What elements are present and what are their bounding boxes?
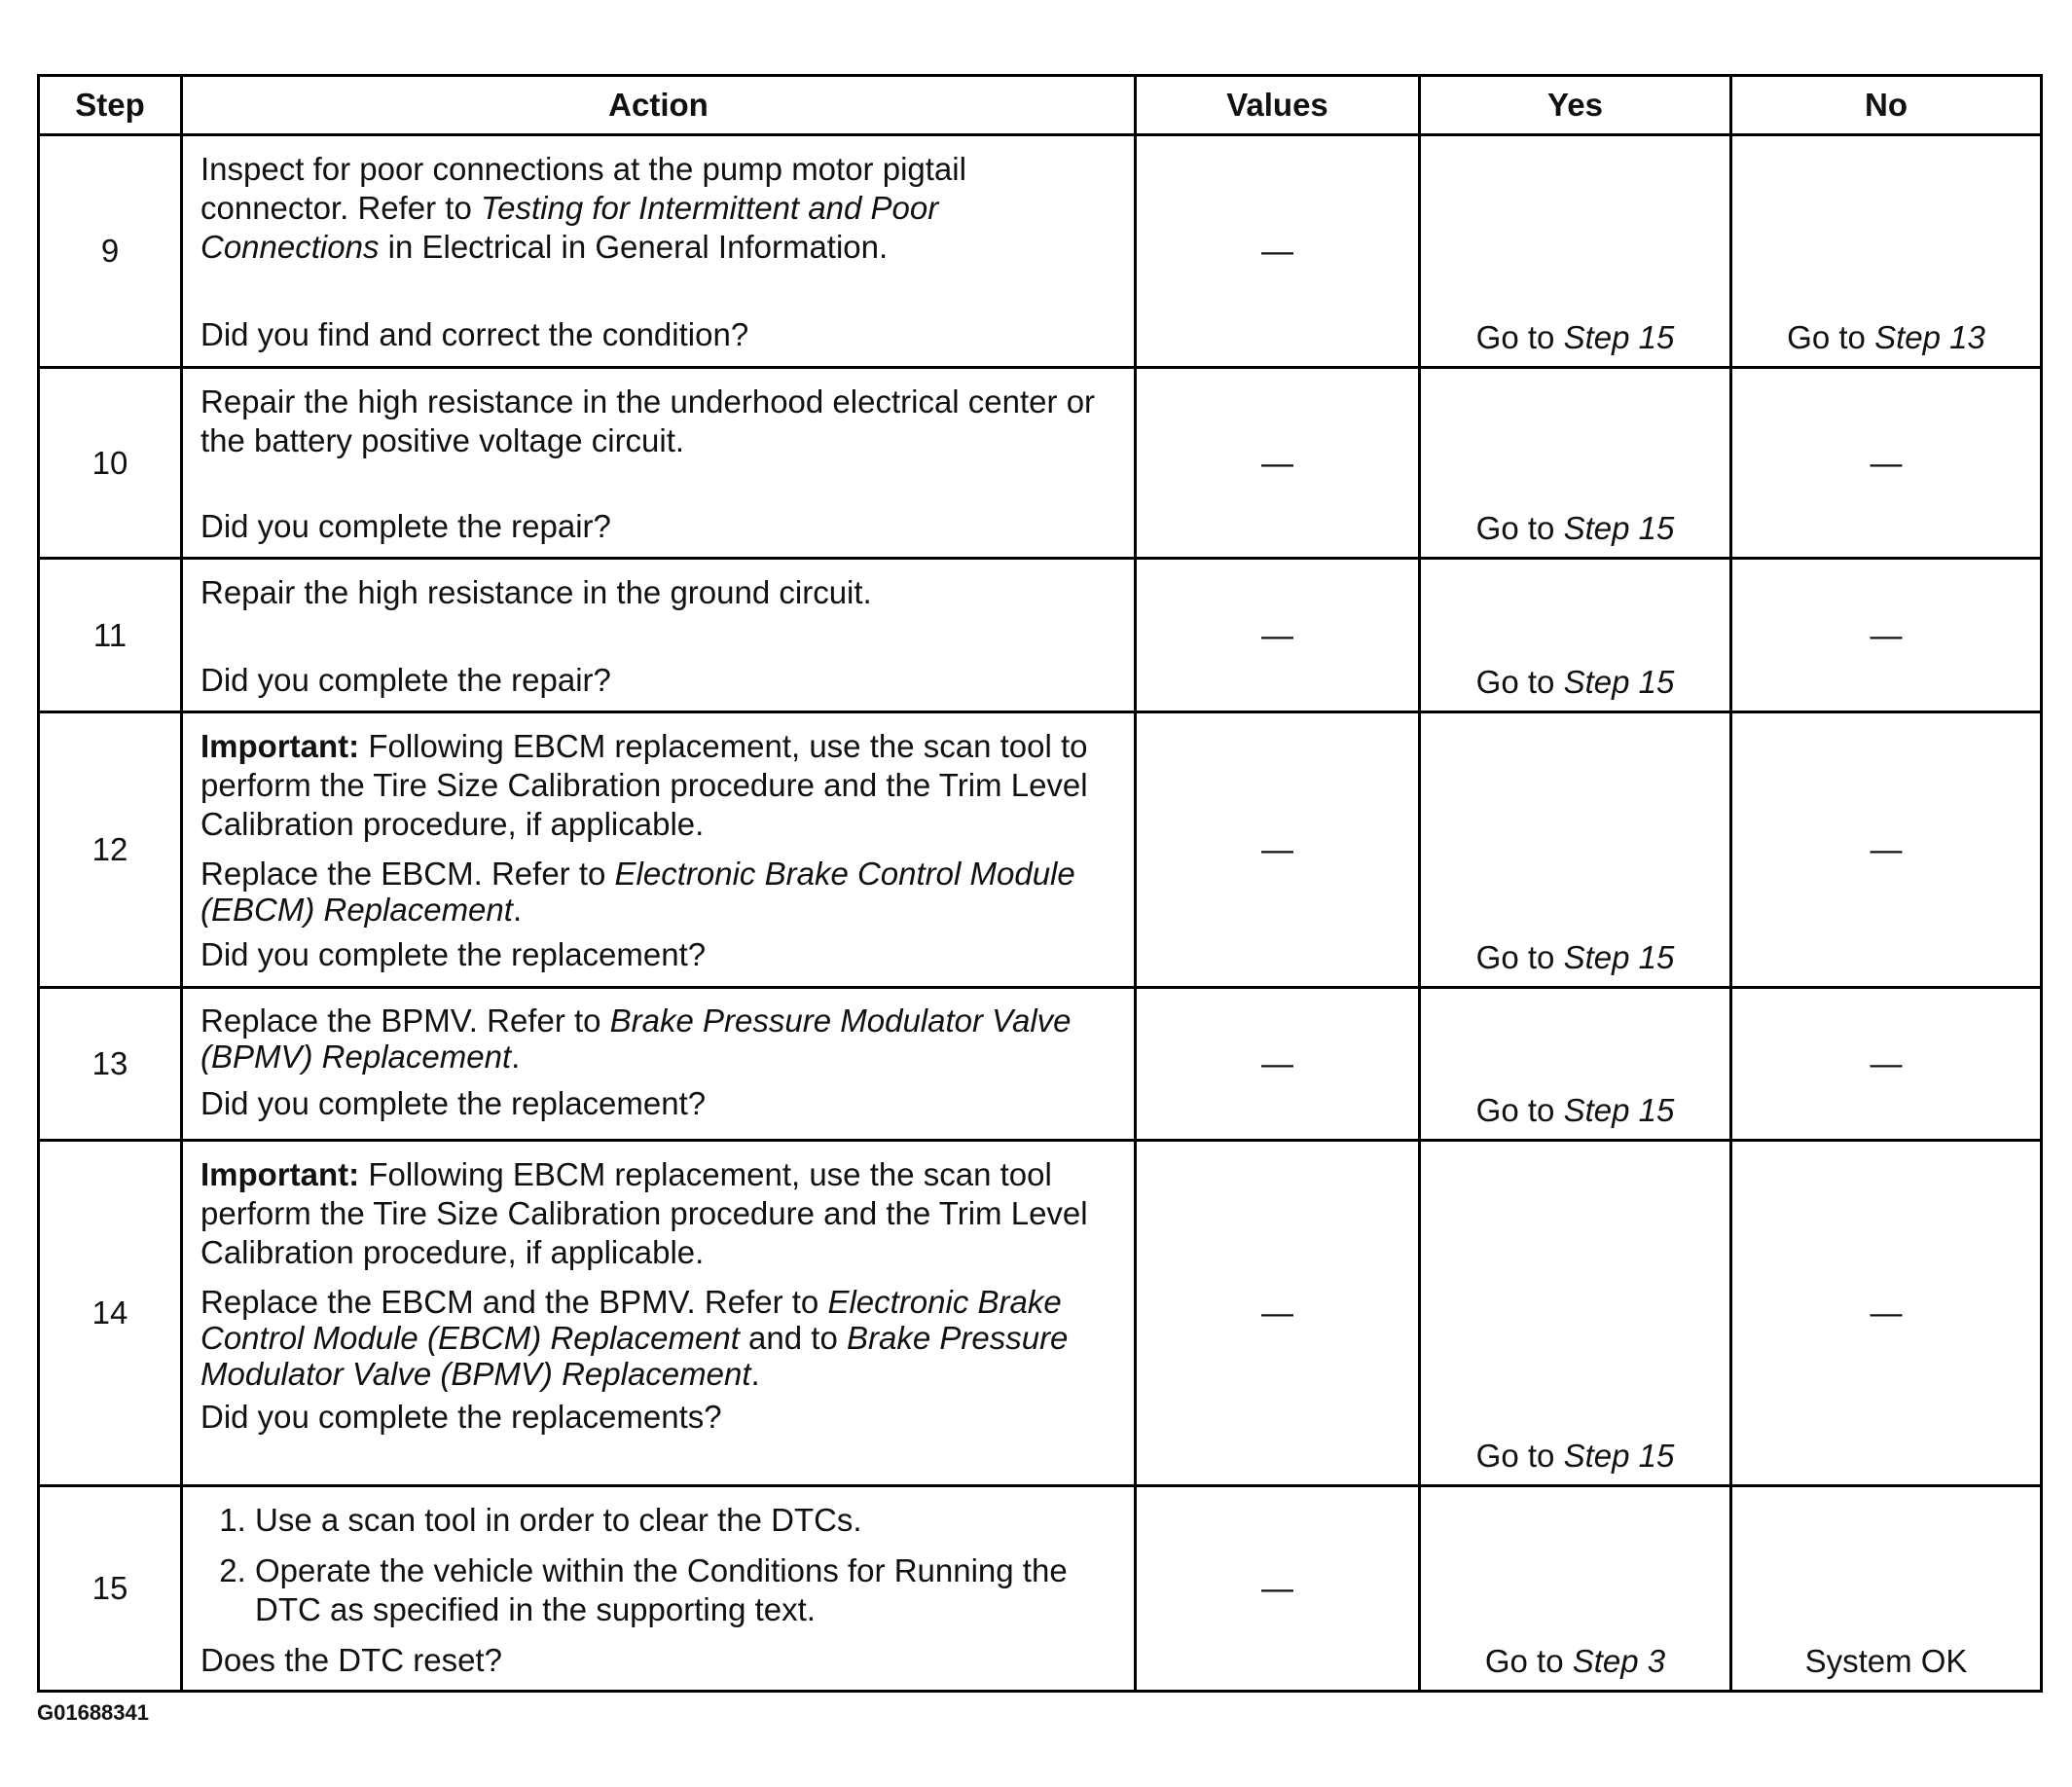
action-question: Did you complete the replacement?: [200, 1085, 707, 1121]
list-item: 1. Use a scan tool in order to clear the DTCs.: [255, 1501, 1116, 1540]
step-number: 14: [39, 1141, 182, 1486]
action-question: Does the DTC reset?: [200, 1642, 502, 1678]
values-cell: —: [1136, 368, 1420, 559]
yes-cell: Go to Step 15: [1420, 988, 1731, 1141]
action-question: Did you complete the repair?: [200, 662, 611, 698]
header-values: Values: [1136, 76, 1420, 135]
values-cell: —: [1136, 712, 1420, 988]
table-row: [39, 1141, 2042, 1486]
no-cell: —: [1731, 712, 2042, 988]
yes-cell: Go to Step 15: [1420, 559, 1731, 712]
step-number: 15: [39, 1486, 182, 1692]
no-cell: System OK: [1731, 1486, 2042, 1692]
yes-cell: Go to Step 15: [1420, 1141, 1731, 1486]
yes-cell: Go to Step 15: [1420, 135, 1731, 368]
table-row: [39, 1486, 2042, 1692]
no-cell: —: [1731, 559, 2042, 712]
action-text: Repair the high resistance in the ground circuit.: [200, 574, 872, 610]
table-row: [39, 559, 2042, 712]
table-row: [39, 988, 2042, 1141]
action-question: Did you complete the replacement?: [200, 936, 707, 972]
important-note: Important: Following EBCM replacement, use the scan tool to perform the Tire Size Calibration procedure and the Trim Level Calibration procedure, if applicable.: [200, 728, 1088, 842]
action-cell: [182, 712, 1136, 988]
table-row: [39, 368, 2042, 559]
values-cell: —: [1136, 135, 1420, 368]
action-list: [200, 1501, 1116, 1629]
action-cell: [182, 135, 1136, 368]
step-number: 10: [39, 368, 182, 559]
action-cell: [182, 1486, 1136, 1692]
step-number: 11: [39, 559, 182, 712]
action-text: Inspect for poor connections at the pump motor pigtail connector. Refer to Testing for Intermittent and Poor Connections in Electrical in General Information.: [200, 151, 966, 265]
yes-cell: Go to Step 3: [1420, 1486, 1731, 1692]
table-row: [39, 712, 2042, 988]
values-cell: —: [1136, 1141, 1420, 1486]
action-text: Replace the EBCM. Refer to Electronic Brake Control Module (EBCM) Replacement.: [200, 856, 1075, 928]
no-cell: —: [1731, 1141, 2042, 1486]
action-text: Repair the high resistance in the underhood electrical center or the battery positive voltage circuit.: [200, 383, 1096, 458]
step-number: 9: [39, 135, 182, 368]
figure-id: G01688341: [37, 1700, 149, 1725]
action-cell: [182, 1141, 1136, 1486]
diagnostic-table: [37, 74, 2043, 1693]
table-row: [39, 135, 2042, 368]
action-text: Replace the BPMV. Refer to Brake Pressure Modulator Valve (BPMV) Replacement.: [200, 1003, 1072, 1075]
no-cell: —: [1731, 368, 2042, 559]
header-step: Step: [39, 76, 182, 135]
action-question: Did you complete the repair?: [200, 508, 611, 544]
values-cell: —: [1136, 988, 1420, 1141]
yes-cell: Go to Step 15: [1420, 368, 1731, 559]
yes-cell: Go to Step 15: [1420, 712, 1731, 988]
values-cell: —: [1136, 1486, 1420, 1692]
action-cell: [182, 368, 1136, 559]
action-cell: [182, 988, 1136, 1141]
step-number: 12: [39, 712, 182, 988]
header-row: [39, 76, 2042, 135]
action-question: Did you find and correct the condition?: [200, 316, 749, 352]
header-yes: Yes: [1420, 76, 1731, 135]
no-cell: —: [1731, 988, 2042, 1141]
action-cell: [182, 559, 1136, 712]
important-note: Important: Following EBCM replacement, use the scan tool perform the Tire Size Calibration procedure and the Trim Level Calibration procedure, if applicable.: [200, 1156, 1088, 1270]
values-cell: —: [1136, 559, 1420, 712]
action-question: Did you complete the replacements?: [200, 1399, 722, 1435]
no-cell: Go to Step 13: [1731, 135, 2042, 368]
action-text: Replace the EBCM and the BPMV. Refer to Electronic Brake Control Module (EBCM) Replacement and to Brake Pressure Modulator Valve (BPMV) Replacement.: [200, 1284, 1069, 1392]
header-no: No: [1731, 76, 2042, 135]
list-item: 2. Operate the vehicle within the Conditions for Running the DTC as specified in the supporting text.: [255, 1551, 1116, 1629]
header-action: Action: [182, 76, 1136, 135]
step-number: 13: [39, 988, 182, 1141]
